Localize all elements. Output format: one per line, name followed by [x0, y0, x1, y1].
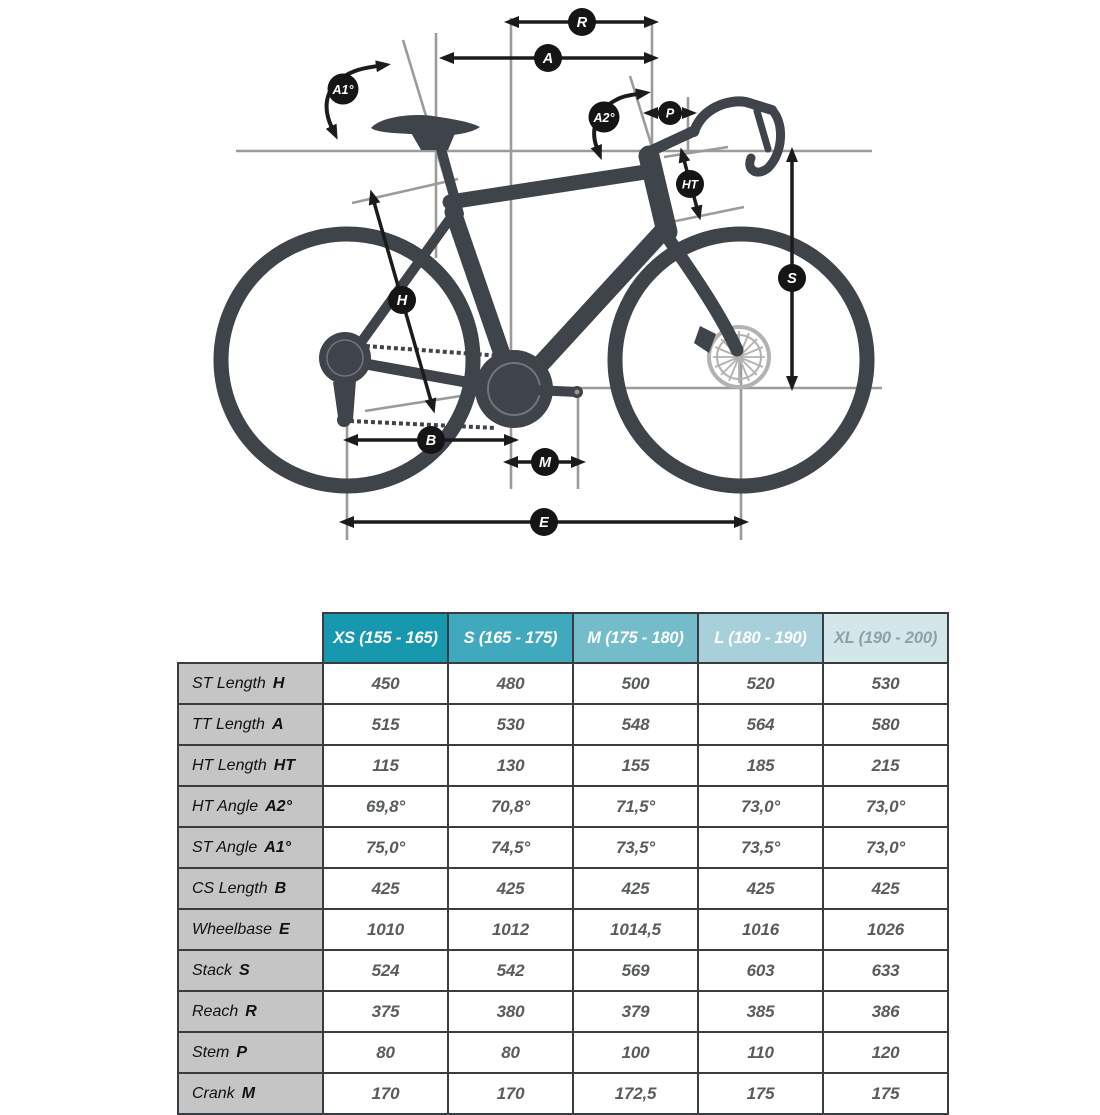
front-rotor: [709, 327, 769, 387]
measure-arrows: [327, 22, 792, 522]
value-cell-10-0: 170: [323, 1073, 448, 1114]
value-cell-6-2: 1014,5: [573, 909, 698, 950]
label-A: [534, 44, 562, 72]
row-label-text: ST Angle: [192, 838, 258, 856]
value-cell-3-2: 71,5°: [573, 786, 698, 827]
value-cell-9-4: 120: [823, 1032, 948, 1073]
value-cell-2-4: 215: [823, 745, 948, 786]
row-label-text: Crank: [192, 1084, 235, 1102]
value-cell-10-4: 175: [823, 1073, 948, 1114]
table-row-7: [178, 950, 948, 991]
svg-text:E: E: [539, 515, 549, 531]
pedal-dot: [575, 390, 580, 395]
svg-text:A1°: A1°: [332, 83, 354, 97]
value-cell-1-2: 548: [573, 704, 698, 745]
row-label-text: HT Angle: [192, 797, 259, 815]
value-cell-9-1: 80: [448, 1032, 573, 1073]
geometry-table-body: [178, 663, 948, 1114]
row-label-8: [178, 991, 323, 1032]
bike-silhouette: [221, 101, 867, 486]
row-label-text: TT Length: [192, 715, 265, 733]
label-HT: [676, 170, 704, 198]
value-cell-3-3: 73,0°: [698, 786, 823, 827]
label-A2: [589, 102, 620, 133]
label-R: [568, 8, 596, 36]
value-cell-6-0: 1010: [323, 909, 448, 950]
value-cell-2-0: 115: [323, 745, 448, 786]
table-row-2: [178, 745, 948, 786]
table-row-6: [178, 909, 948, 950]
value-cell-0-3: 520: [698, 663, 823, 704]
value-cell-0-1: 480: [448, 663, 573, 704]
size-header-4: XL (190 - 200): [823, 613, 948, 663]
value-cell-4-2: 73,5°: [573, 827, 698, 868]
value-cell-9-3: 110: [698, 1032, 823, 1073]
row-label-7: [178, 950, 323, 991]
table-row-0: [178, 663, 948, 704]
value-cell-10-3: 175: [698, 1073, 823, 1114]
value-cell-5-0: 425: [323, 868, 448, 909]
value-cell-9-2: 100: [573, 1032, 698, 1073]
row-label-code: S: [239, 961, 250, 979]
label-S: [778, 264, 806, 292]
value-cell-6-3: 1016: [698, 909, 823, 950]
table-row-8: [178, 991, 948, 1032]
row-label-10: [178, 1073, 323, 1114]
value-cell-10-1: 170: [448, 1073, 573, 1114]
value-cell-7-4: 633: [823, 950, 948, 991]
size-header-1: S (165 - 175): [448, 613, 573, 663]
geometry-table-head: [178, 613, 948, 663]
svg-text:HT: HT: [682, 177, 698, 192]
top-tube: [450, 171, 652, 202]
row-label-text: Wheelbase: [192, 920, 273, 938]
row-label-code: H: [272, 674, 285, 692]
row-label-3: [178, 786, 323, 827]
size-header-0: XS (155 - 165): [323, 613, 448, 663]
value-cell-7-2: 569: [573, 950, 698, 991]
value-cell-9-0: 80: [323, 1032, 448, 1073]
value-cell-8-3: 385: [698, 991, 823, 1032]
value-cell-7-1: 542: [448, 950, 573, 991]
saddle-clamp: [410, 131, 456, 150]
value-cell-3-1: 70,8°: [448, 786, 573, 827]
table-row-10: [178, 1073, 948, 1114]
row-label-code: A2°: [265, 797, 292, 815]
head-tube-bottom-mark: [671, 207, 744, 222]
svg-text:H: H: [396, 293, 408, 309]
table-row-9: [178, 1032, 948, 1073]
row-label-4: [178, 827, 323, 868]
svg-text:R: R: [576, 15, 588, 31]
row-label-text: CS Length: [192, 879, 268, 897]
value-cell-1-1: 530: [448, 704, 573, 745]
row-label-code: A1°: [264, 838, 292, 856]
value-cell-6-4: 1026: [823, 909, 948, 950]
row-label-2: [178, 745, 323, 786]
geometry-table: [177, 612, 949, 1115]
value-cell-8-2: 379: [573, 991, 698, 1032]
value-cell-8-1: 380: [448, 991, 573, 1032]
row-label-code: M: [241, 1084, 256, 1102]
value-cell-6-1: 1012: [448, 909, 573, 950]
value-cell-4-1: 74,5°: [448, 827, 573, 868]
row-label-code: A: [271, 715, 284, 733]
row-label-9: [178, 1032, 323, 1073]
label-P: [658, 101, 682, 125]
value-cell-5-1: 425: [448, 868, 573, 909]
row-label-text: HT Length: [192, 756, 267, 774]
row-label-code: HT: [273, 756, 296, 774]
value-cell-3-4: 73,0°: [823, 786, 948, 827]
label-A1: [328, 74, 359, 105]
crank-arm: [514, 389, 577, 392]
value-cell-0-2: 500: [573, 663, 698, 704]
row-label-code: R: [245, 1002, 257, 1020]
seat-tube-top-mark: [352, 179, 458, 203]
value-cell-4-4: 73,0°: [823, 827, 948, 868]
value-cell-1-4: 580: [823, 704, 948, 745]
value-cell-8-0: 375: [323, 991, 448, 1032]
svg-text:A: A: [542, 51, 554, 67]
label-H: [388, 286, 416, 314]
value-cell-7-3: 603: [698, 950, 823, 991]
value-cell-8-4: 386: [823, 991, 948, 1032]
value-cell-7-0: 524: [323, 950, 448, 991]
value-cell-10-2: 172,5: [573, 1073, 698, 1114]
value-cell-5-4: 425: [823, 868, 948, 909]
row-label-code: B: [274, 879, 287, 897]
value-cell-5-3: 425: [698, 868, 823, 909]
value-cell-2-3: 185: [698, 745, 823, 786]
size-header-2: M (175 - 180): [573, 613, 698, 663]
row-label-5: [178, 868, 323, 909]
corner-cell: [178, 613, 323, 663]
svg-text:M: M: [538, 455, 552, 471]
value-cell-3-0: 69,8°: [323, 786, 448, 827]
table-row-1: [178, 704, 948, 745]
head-tube: [649, 156, 667, 232]
value-cell-4-0: 75,0°: [323, 827, 448, 868]
size-header-row: [178, 613, 948, 663]
value-cell-2-1: 130: [448, 745, 573, 786]
row-label-code: P: [236, 1043, 248, 1061]
value-cell-0-0: 450: [323, 663, 448, 704]
svg-text:B: B: [425, 433, 437, 449]
label-M: [531, 448, 559, 476]
row-label-1: [178, 704, 323, 745]
value-cell-0-4: 530: [823, 663, 948, 704]
table-row-5: [178, 868, 948, 909]
value-cell-4-3: 73,5°: [698, 827, 823, 868]
label-E: [530, 508, 558, 536]
row-label-text: ST Length: [192, 674, 266, 692]
brake-lever: [757, 111, 768, 149]
row-label-6: [178, 909, 323, 950]
svg-text:A2°: A2°: [593, 111, 615, 125]
size-header-3: L (180 - 190): [698, 613, 823, 663]
table-row-3: [178, 786, 948, 827]
measure-labels: [328, 8, 807, 536]
row-label-0: [178, 663, 323, 704]
table-row-4: [178, 827, 948, 868]
row-label-text: Reach: [192, 1002, 239, 1020]
row-label-text: Stack: [192, 961, 233, 979]
jockey-wheel: [337, 413, 351, 427]
value-cell-1-0: 515: [323, 704, 448, 745]
svg-text:S: S: [787, 271, 797, 287]
row-label-code: E: [279, 920, 290, 938]
front-brake-caliper: [694, 326, 716, 353]
value-cell-2-2: 155: [573, 745, 698, 786]
value-cell-5-2: 425: [573, 868, 698, 909]
label-B: [417, 426, 445, 454]
svg-text:P: P: [665, 106, 675, 121]
value-cell-1-3: 564: [698, 704, 823, 745]
row-label-text: Stem: [192, 1043, 230, 1061]
